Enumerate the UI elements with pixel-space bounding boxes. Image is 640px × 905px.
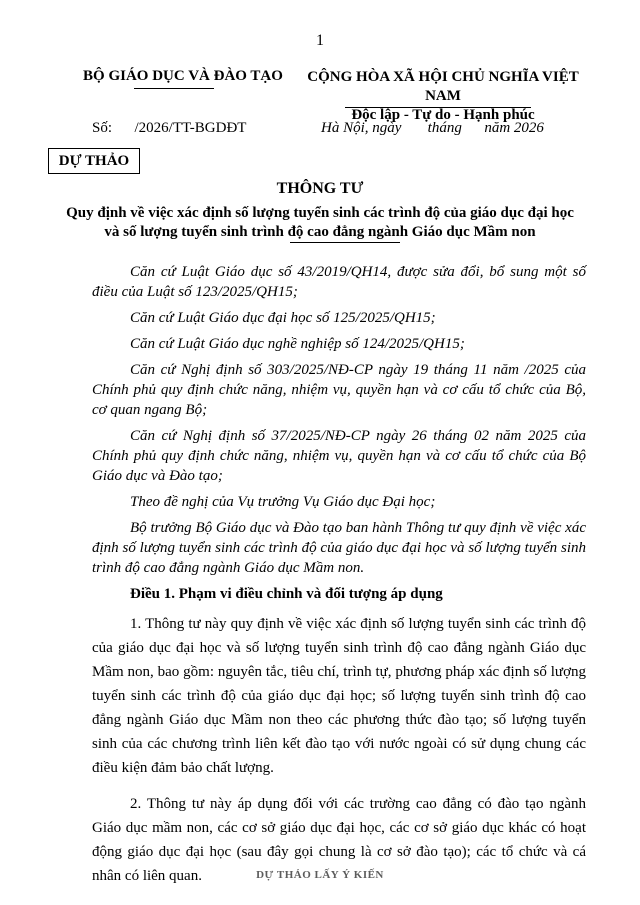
subject-line-2: và số lượng tuyển sinh trình độ cao đẳng ngành Giáo dục Mầm non: [104, 224, 536, 240]
draft-footer: DỰ THẢO LẤY Ý KIẾN: [256, 869, 384, 881]
document-subject: [60, 204, 580, 242]
issuance-statement: Bộ trưởng Bộ Giáo dục và Đào tạo ban hành Thông tư quy định về việc xác định số lượng tuyển sinh các trình độ của giáo dục đại học và số lượng tuyển sinh trình độ cao đẳng ngành Giáo dục Mầm non.: [92, 520, 586, 576]
legal-basis: Căn cứ Luật Giáo dục đại học số 125/2025/QH15;: [130, 310, 436, 326]
document-number: Số: /2026/TT-BGDĐT: [92, 120, 247, 136]
place-date: Hà Nội, ngày tháng năm 2026: [321, 120, 544, 136]
agency-underline: [134, 88, 214, 89]
subject-line-1: Quy định về việc xác định số lượng tuyển sinh các trình độ của giáo dục đại học: [66, 205, 574, 221]
legal-basis: Căn cứ Luật Giáo dục nghề nghiệp số 124/2025/QH15;: [130, 336, 465, 352]
legal-basis: Căn cứ Nghị định số 37/2025/NĐ-CP ngày 26 tháng 02 năm 2025 của Chính phủ quy định chức năng, nhiệm vụ, quyền hạn và cơ cấu tổ chức của Bộ Giáo dục và Đào tạo;: [92, 428, 586, 484]
republic-name: CỘNG HÒA XÃ HỘI CHỦ NGHĨA VIỆT NAM: [307, 69, 579, 104]
page-number: 1: [316, 32, 324, 49]
document-type: THÔNG TƯ: [276, 180, 364, 197]
issuing-agency: BỘ GIÁO DỤC VÀ ĐÀO TẠO: [83, 68, 283, 84]
national-motto: Độc lập - Tự do - Hạnh phúc: [351, 107, 535, 123]
article-1-clause: 2. Thông tư này áp dụng đối với các trường cao đẳng có đào tạo ngành Giáo dục mầm non, các cơ sở giáo dục đại học, các cơ sở giáo dục khác có hoạt động giáo dục đại học (sau đây gọi chung là cơ sở đào tạo); các tổ chức và cá nhân có liên quan.: [92, 796, 586, 884]
legal-basis: Theo đề nghị của Vụ trưởng Vụ Giáo dục Đại học;: [130, 494, 436, 510]
subject-underline: [290, 242, 400, 243]
legal-basis: Căn cứ Luật Giáo dục số 43/2019/QH14, được sửa đổi, bổ sung một số điều của Luật số 123/2025/QH15;: [92, 264, 586, 300]
draft-label: DỰ THẢO: [48, 148, 140, 174]
legal-basis: Căn cứ Nghị định số 303/2025/NĐ-CP ngày 19 tháng 11 năm /2025 của Chính phủ quy định chức năng, nhiệm vụ, quyền hạn và cơ cấu tổ chức của Bộ, cơ quan ngang Bộ;: [92, 362, 586, 418]
national-header: [290, 68, 596, 125]
article-1-clause: 1. Thông tư này quy định về việc xác định số lượng tuyển sinh các trình độ của giáo dục đại học và số lượng tuyển sinh trình độ cao đẳng ngành Giáo dục Mầm non, bao gồm: nguyên tắc, tiêu chí, trình tự, phương pháp xác định số lượng tuyển sinh các trình độ của giáo dục đại học; số lượng tuyển sinh trình độ cao đẳng ngành Giáo dục Mầm non theo các phương thức đào tạo; số lượng tuyển sinh của các chương trình liên kết đào tạo với nước ngoài có sử dụng chung các điều kiện đảm bảo chất lượng.: [92, 616, 586, 776]
document-body: [92, 262, 586, 900]
article-1-title: Điều 1. Phạm vi điều chỉnh và đối tượng áp dụng: [130, 586, 443, 602]
motto-underline: [345, 107, 531, 108]
